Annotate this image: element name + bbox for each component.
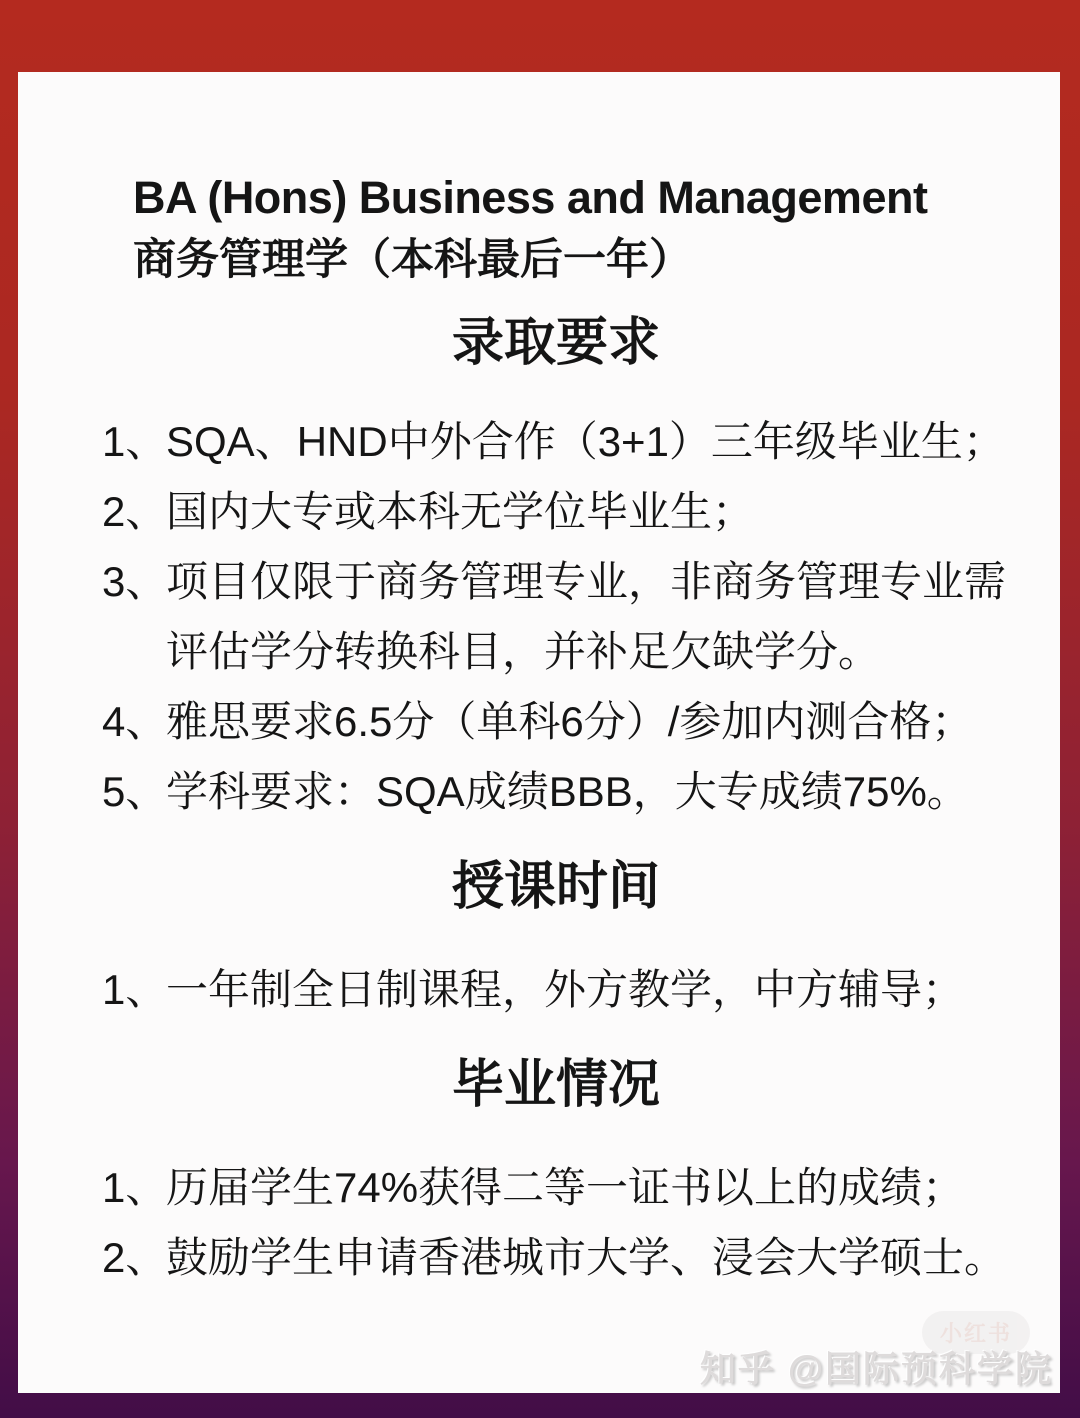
list-item [102,1153,1010,1223]
section-heading: 录取要求 [451,314,660,372]
program-title-chinese: 商务管理学（本科最后一年） [133,236,692,284]
list-item [102,757,1010,827]
item-text: 学科要求：SQA成绩BBB，大专成绩75%。 [166,768,969,815]
item-number: 1、 [102,1164,168,1211]
item-number: 4、 [102,698,168,745]
section-item-list [102,1153,1010,1293]
item-text: 鼓励学生申请香港城市大学、浸会大学硕士。 [166,1234,1007,1281]
list-item [102,955,1010,1025]
section-heading: 毕业情况 [451,1056,660,1114]
item-text: 雅思要求6.5分（单科6分）/参加内测合格； [166,698,974,745]
section-heading: 授课时间 [451,858,660,916]
content-section [102,1055,1010,1293]
section-item-list [102,407,1010,827]
program-title-english: BA (Hons) Business and Management [133,172,928,223]
content-section [102,313,1010,827]
sections-root [102,313,1010,1293]
poster-card [18,72,1060,1393]
list-item [102,1223,1010,1293]
section-item-list [102,955,1010,1025]
title-block [133,167,1010,291]
list-item [102,407,1010,477]
item-number: 3、 [102,558,168,605]
item-text: 历届学生74%获得二等一证书以上的成绩； [166,1164,965,1211]
item-number: 2、 [102,1234,168,1281]
list-item [102,477,1010,547]
list-item [102,687,1010,757]
item-number: 2、 [102,488,168,535]
item-text: 项目仅限于商务管理专业，非商务管理专业需评估学分转换科目，并补足欠缺学分。 [166,558,1007,675]
item-text: 一年制全日制课程，外方教学，中方辅导； [166,966,965,1013]
poster-content [18,72,1060,1293]
item-number: 1、 [102,966,168,1013]
item-number: 1、 [102,418,168,465]
item-text: 国内大专或本科无学位毕业生； [166,488,755,535]
content-section [102,857,1010,1025]
item-text: SQA、HND中外合作（3+1）三年级毕业生； [166,418,1005,465]
list-item [102,547,1010,687]
item-number: 5、 [102,768,168,815]
zhihu-watermark: 知乎 @国际预科学院 [699,1348,1053,1389]
xiaohongshu-watermark-badge: 小红书 [922,1311,1030,1354]
